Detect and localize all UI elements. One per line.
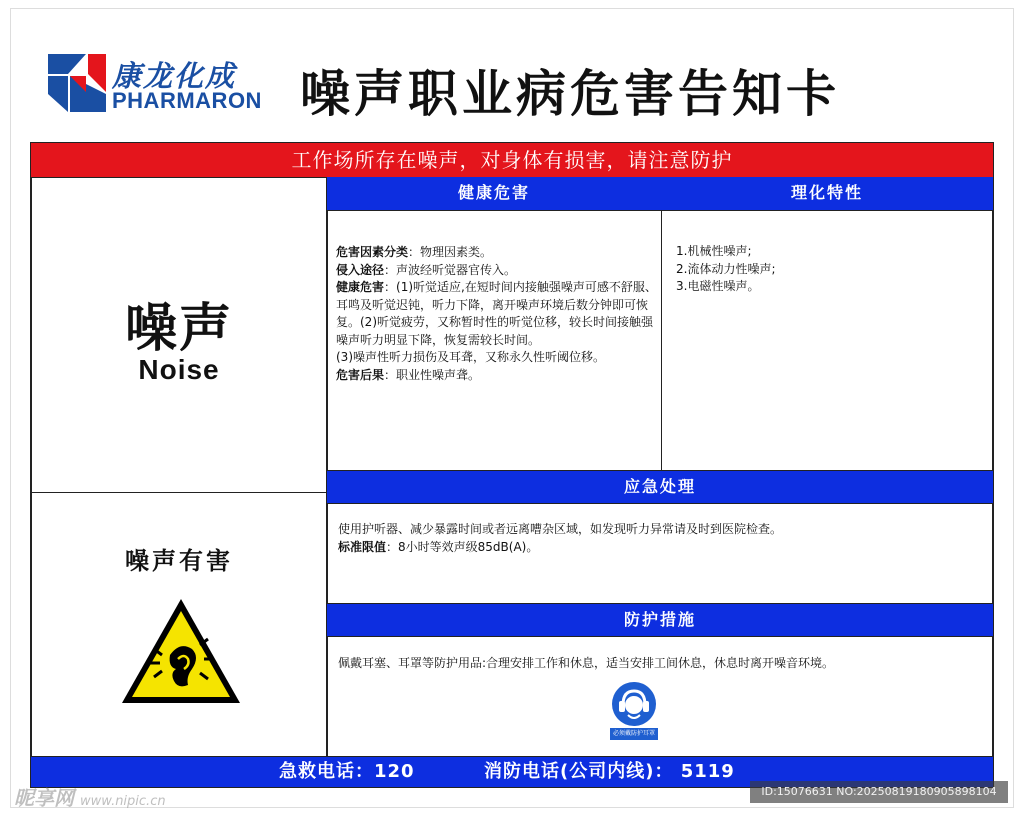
ear-protection-icon [610,681,658,727]
physical-properties-header: 理化特性 [661,177,993,211]
physical-properties-list [676,243,976,296]
first-aid-phone: 急救电话：120 [279,761,415,782]
brand-name-en: PHARMARON [112,88,262,113]
health-text-1: ：物理因素类。 [408,245,493,259]
health-label-2: 侵入途径 [336,262,385,277]
protection-cell [327,636,993,757]
ear-protection-sign [610,681,658,743]
emergency-header: 应急处理 [327,471,993,504]
list-item: 3.电磁性噪声。 [676,279,760,293]
list-item: 2.流体动力性噪声; [676,261,776,276]
hazard-name-en: Noise [138,354,220,385]
protection-text: 佩戴耳塞、耳罩等防护用品:合理安排工作和休息，适当安排工间休息，休息时离开噪音环境。 [338,656,835,670]
hazard-harm-label: 噪声有害 [125,547,233,575]
brand-name-cn: 康龙化成 [112,59,237,93]
health-hazard-header: 健康危害 [327,177,661,211]
health-label-5: 危害后果 [336,367,385,382]
hazard-name-cn: 噪声 [124,299,233,359]
warning-banner: 工作场所存在噪声，对身体有损害，请注意防护 [31,143,993,177]
page-title: 噪声职业病危害告知卡 [300,65,840,123]
health-label-1: 危害因素分类 [336,245,409,259]
limit-label: 标准限值 [338,539,387,554]
hazard-card [30,142,994,788]
health-text-3: ：(1)听觉适应,在短时间内接触强噪声可感不舒服、耳鸣及听觉迟钝，听力下降，离开噪声环境后数分钟即可恢复。(2)听觉疲劳，又称暂时性的听觉位移，较长时间接触强噪声听力明显下降，恢复需较长时间。 [336,280,657,347]
health-text-2: ：声波经听觉器官传入。 [384,262,517,277]
limit-value: ：8小时等效声级85dB(A)。 [386,539,539,554]
watermark-id: ID:15076631 NO:20250819180905898104 [750,781,1008,803]
health-hazard-cell [327,210,662,471]
health-label-3: 健康危害 [336,280,385,294]
emergency-instructions: 使用护听器、减少暴露时间或者远离嘈杂区域，如发现听力异常请及时到医院检查。 [338,522,783,536]
emergency-text [338,521,978,556]
list-item: 1.机械性噪声; [676,244,752,258]
watermark-left [14,782,166,811]
health-text-4: (3)噪声性听力损伤及耳聋，又称永久性听阈位移。 [336,350,605,364]
health-hazard-text [336,244,658,384]
protection-header: 防护措施 [327,604,993,637]
pharmaron-logo-icon [48,54,106,112]
health-text-5: ：职业性噪声聋。 [384,367,481,382]
hazard-warning-cell [31,492,327,757]
fire-phone: 消防电话(公司内线)： 5119 [484,761,735,782]
noise-warning-triangle-icon [120,597,242,705]
ear-protection-label: 必须戴防护耳罩 [610,728,658,740]
physical-properties-cell [661,210,993,471]
watermark-site-url: www.nipic.cn [80,794,166,809]
brand-logo [48,54,262,114]
watermark-site-name: 昵享网 [14,786,74,810]
emergency-cell [327,503,993,604]
hazard-name-cell [31,177,327,493]
